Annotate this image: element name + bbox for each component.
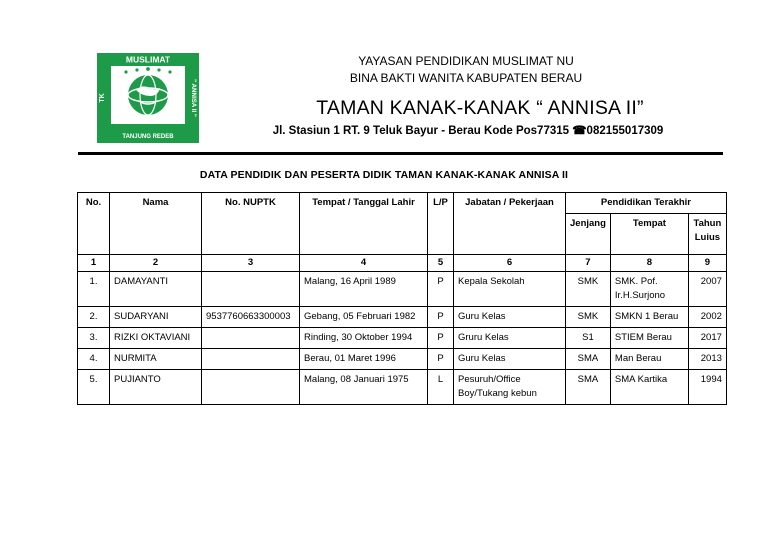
school-name: TAMAN KANAK-KANAK “ ANNISA II” bbox=[316, 97, 644, 119]
cell-jenjang: SMA bbox=[566, 349, 611, 370]
cell-jabatan: Guru Kelas bbox=[454, 307, 566, 328]
column-number: 7 bbox=[566, 255, 611, 272]
cell-lp: P bbox=[428, 349, 454, 370]
cell-nama: RIZKI OKTAVIANI bbox=[110, 328, 202, 349]
cell-no: 5. bbox=[78, 370, 110, 405]
cell-tahun: 2017 bbox=[688, 328, 726, 349]
staff-table bbox=[77, 192, 727, 405]
table-row bbox=[78, 272, 727, 307]
column-number: 5 bbox=[428, 255, 454, 272]
logo-right-text: " ANNISA II " bbox=[190, 79, 197, 117]
col-header-tempat: Tempat bbox=[610, 214, 688, 255]
cell-tempat: Man Berau bbox=[610, 349, 688, 370]
col-header-no: No. bbox=[78, 193, 110, 255]
table-body bbox=[78, 272, 727, 405]
cell-nuptk bbox=[202, 370, 300, 405]
cell-nuptk: 9537760663300003 bbox=[202, 307, 300, 328]
cell-tempat: STIEM Berau bbox=[610, 328, 688, 349]
cell-no: 4. bbox=[78, 349, 110, 370]
column-number: 3 bbox=[202, 255, 300, 272]
col-header-pendidikan: Pendidikan Terakhir bbox=[566, 193, 727, 214]
column-number: 2 bbox=[110, 255, 202, 272]
column-number: 8 bbox=[610, 255, 688, 272]
cell-tahun: 2002 bbox=[688, 307, 726, 328]
cell-tempat: SMK. Pof. Ir.H.Surjono bbox=[610, 272, 688, 307]
logo-left-text: TK bbox=[99, 93, 106, 103]
cell-jabatan: Pesuruh/Office Boy/Tukang kebun bbox=[454, 370, 566, 405]
cell-ttl: Malang, 08 Januari 1975 bbox=[300, 370, 428, 405]
cell-ttl: Malang, 16 April 1989 bbox=[300, 272, 428, 307]
table-row bbox=[78, 370, 727, 405]
cell-ttl: Gebang, 05 Februari 1982 bbox=[300, 307, 428, 328]
foundation-name: YAYASAN PENDIDIKAN MUSLIMAT NU bbox=[358, 54, 574, 68]
col-header-jabatan: Jabatan / Pekerjaan bbox=[454, 193, 566, 255]
logo-top-text: MUSLIMAT bbox=[125, 54, 171, 65]
column-number: 6 bbox=[454, 255, 566, 272]
cell-jenjang: SMK bbox=[566, 307, 611, 328]
cell-no: 2. bbox=[78, 307, 110, 328]
cell-tahun: 1994 bbox=[688, 370, 726, 405]
cell-no: 3. bbox=[78, 328, 110, 349]
foundation-subtitle: BINA BAKTI WANITA KABUPATEN BERAU bbox=[349, 71, 583, 85]
cell-tempat: SMKN 1 Berau bbox=[610, 307, 688, 328]
cell-jabatan: Gruru Kelas bbox=[454, 328, 566, 349]
cell-nuptk bbox=[202, 349, 300, 370]
table-row bbox=[78, 349, 727, 370]
cell-jenjang: SMK bbox=[566, 272, 611, 307]
cell-ttl: Berau, 01 Maret 1996 bbox=[300, 349, 428, 370]
cell-jenjang: S1 bbox=[566, 328, 611, 349]
cell-jabatan: Guru Kelas bbox=[454, 349, 566, 370]
cell-nuptk bbox=[202, 272, 300, 307]
cell-no: 1. bbox=[78, 272, 110, 307]
cell-ttl: Rinding, 30 Oktober 1994 bbox=[300, 328, 428, 349]
cell-lp: P bbox=[428, 307, 454, 328]
cell-jenjang: SMA bbox=[566, 370, 611, 405]
cell-nama: NURMITA bbox=[110, 349, 202, 370]
document-title: DATA PENDIDIK DAN PESERTA DIDIK TAMAN KANAK-KANAK ANNISA II bbox=[199, 169, 569, 181]
col-header-nuptk: No. NUPTK bbox=[202, 193, 300, 255]
table-row bbox=[78, 328, 727, 349]
column-number-row bbox=[78, 255, 727, 272]
cell-lp: P bbox=[428, 272, 454, 307]
column-number: 1 bbox=[78, 255, 110, 272]
cell-lp: L bbox=[428, 370, 454, 405]
cell-jabatan: Kepala Sekolah bbox=[454, 272, 566, 307]
header-divider bbox=[78, 152, 723, 155]
cell-nama: PUJIANTO bbox=[110, 370, 202, 405]
column-number: 9 bbox=[688, 255, 726, 272]
school-address: Jl. Stasiun 1 RT. 9 Teluk Bayur - Berau Kode Pos77315 ☎082155017309 bbox=[272, 125, 664, 137]
table-row bbox=[78, 307, 727, 328]
cell-tahun: 2007 bbox=[688, 272, 726, 307]
cell-lp: P bbox=[428, 328, 454, 349]
cell-nuptk bbox=[202, 328, 300, 349]
table-header-row bbox=[78, 193, 727, 214]
col-header-tahun: Tahun Luius bbox=[688, 214, 726, 255]
cell-tahun: 2013 bbox=[688, 349, 726, 370]
col-header-nama: Nama bbox=[110, 193, 202, 255]
column-number: 4 bbox=[300, 255, 428, 272]
logo-bottom-text: TANJUNG REDEB bbox=[122, 134, 174, 140]
cell-tempat: SMA Kartika bbox=[610, 370, 688, 405]
col-header-jenjang: Jenjang bbox=[566, 214, 611, 255]
cell-nama: DAMAYANTI bbox=[110, 272, 202, 307]
col-header-lp: L/P bbox=[428, 193, 454, 255]
col-header-ttl: Tempat / Tanggal Lahir bbox=[300, 193, 428, 255]
cell-nama: SUDARYANI bbox=[110, 307, 202, 328]
